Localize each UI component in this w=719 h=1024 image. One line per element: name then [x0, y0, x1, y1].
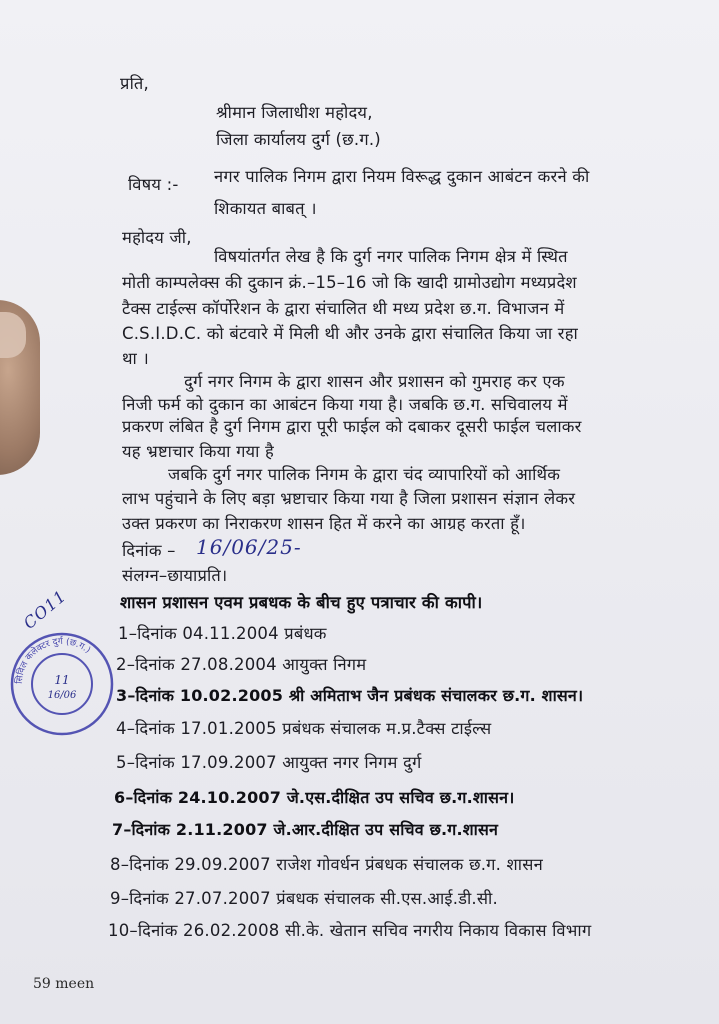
- para1-line: मोती काम्पलेक्स की दुकान क्रं.–15–16 जो कि खादी ग्रामोउद्योग मध्यप्रदेश: [122, 273, 577, 292]
- stamp-code: CO11: [19, 586, 71, 633]
- list-item: 9–दिनांक 27.07.2007 प्रंबधक संचालक सी.एस.आई.डी.सी.: [110, 889, 498, 908]
- stamp-ring-text: सिविल कलेक्टर दुर्ग (छ.ग.): [14, 636, 93, 685]
- para3-line: लाभ पहुंचाने के लिए बड़ा भ्रष्टाचार किया गया है जिला प्रशासन संज्ञान लेकर: [122, 489, 576, 508]
- para2-line: प्रकरण लंबित है दुर्ग निगम द्वारा पूरी फाईल को दबाकर दूसरी फाईल चलाकर: [122, 417, 582, 436]
- para3-line: उक्त प्रकरण का निराकरण शासन हित में करने का आग्रह करता हूॅं।: [122, 514, 526, 533]
- list-item: 4–दिनांक 17.01.2005 प्रबंधक संचालक म.प्र.टैक्स टाईल्स: [116, 719, 492, 738]
- date-label: दिनांक –: [122, 541, 176, 560]
- addressee-name: श्रीमान जिलाधीश महोदय,: [216, 103, 373, 122]
- salutation-to: प्रति,: [120, 74, 149, 93]
- enclosure-line: संलग्न–छायाप्रति।: [122, 566, 228, 585]
- list-item: 5–दिनांक 17.09.2007 आयुक्त नगर निगम दुर्ग: [116, 753, 422, 772]
- list-item: 3–दिनांक 10.02.2005 श्री अमिताभ जैन प्रबंधक संचालकर छ.ग. शासन।: [116, 686, 584, 705]
- subject-line-2: शिकायत बाबत् ।: [214, 199, 317, 218]
- list-item: 1–दिनांक 04.11.2004 प्रबंधक: [118, 624, 327, 643]
- para1-line: विषयांतर्गत लेख है कि दुर्ग नगर पालिक निगम क्षेत्र में स्थित: [214, 247, 568, 266]
- para3-line: जबकि दुर्ग नगर पालिक निगम के द्वारा चंद व्यापारियों को आर्थिक: [168, 465, 561, 484]
- list-item: 10–दिनांक 26.02.2008 सी.के. खेतान सचिव नगरीय निकाय विकास विभाग: [108, 921, 592, 940]
- list-item: 6–दिनांक 24.10.2007 जे.एस.दीक्षित उप सचिव छ.ग.शासन।: [114, 788, 515, 807]
- para2-line: निजी फर्म को दुकान का आबंटन किया गया है। जबकि छ.ग. सचिवालय में: [122, 395, 568, 414]
- para1-line: था ।: [122, 349, 149, 368]
- addressee-office: जिला कार्यालय दुर्ग (छ.ग.): [216, 130, 381, 149]
- greeting: महोदय जी,: [122, 228, 192, 247]
- office-stamp: [6, 628, 118, 740]
- list-item: 8–दिनांक 29.09.2007 राजेश गोवर्धन प्रंबधक संचालक छ.ग. शासन: [110, 855, 543, 874]
- para1-line: C.S.I.D.C. को बंटवारे में मिली थी और उनके द्वारा संचालित किया जा रहा: [122, 324, 578, 343]
- para1-line: टैक्स टाईल्स कॉर्पोरेशन के द्वारा संचालित थी मध्य प्रदेश छ.ग. विभाजन में: [122, 299, 565, 318]
- subject-label: विषय :-: [128, 175, 179, 194]
- subject-line-1: नगर पालिक निगम द्वारा नियम विरूद्ध दुकान आबंटन करने की: [214, 167, 590, 186]
- list-item: 7–दिनांक 2.11.2007 जे.आर.दीक्षित उप सचिव छ.ग.शासन: [112, 820, 499, 839]
- stamp-inner-number: 11: [54, 673, 70, 687]
- handwritten-date: 16/06/25-: [196, 535, 302, 559]
- para2-line: दुर्ग नगर निगम के द्वारा शासन और प्रशासन को गुमराह कर एक: [184, 372, 565, 391]
- list-heading: शासन प्रशासन एवम प्रबधक के बीच हुए पत्राचार की कापी।: [120, 593, 483, 612]
- para2-line: यह भ्रष्टाचार किया गया है: [122, 442, 275, 461]
- page-marker: 59 meen: [33, 976, 95, 992]
- list-item: 2–दिनांक 27.08.2004 आयुक्त निगम: [116, 655, 367, 674]
- stamp-inner-date: 16/06: [47, 690, 77, 701]
